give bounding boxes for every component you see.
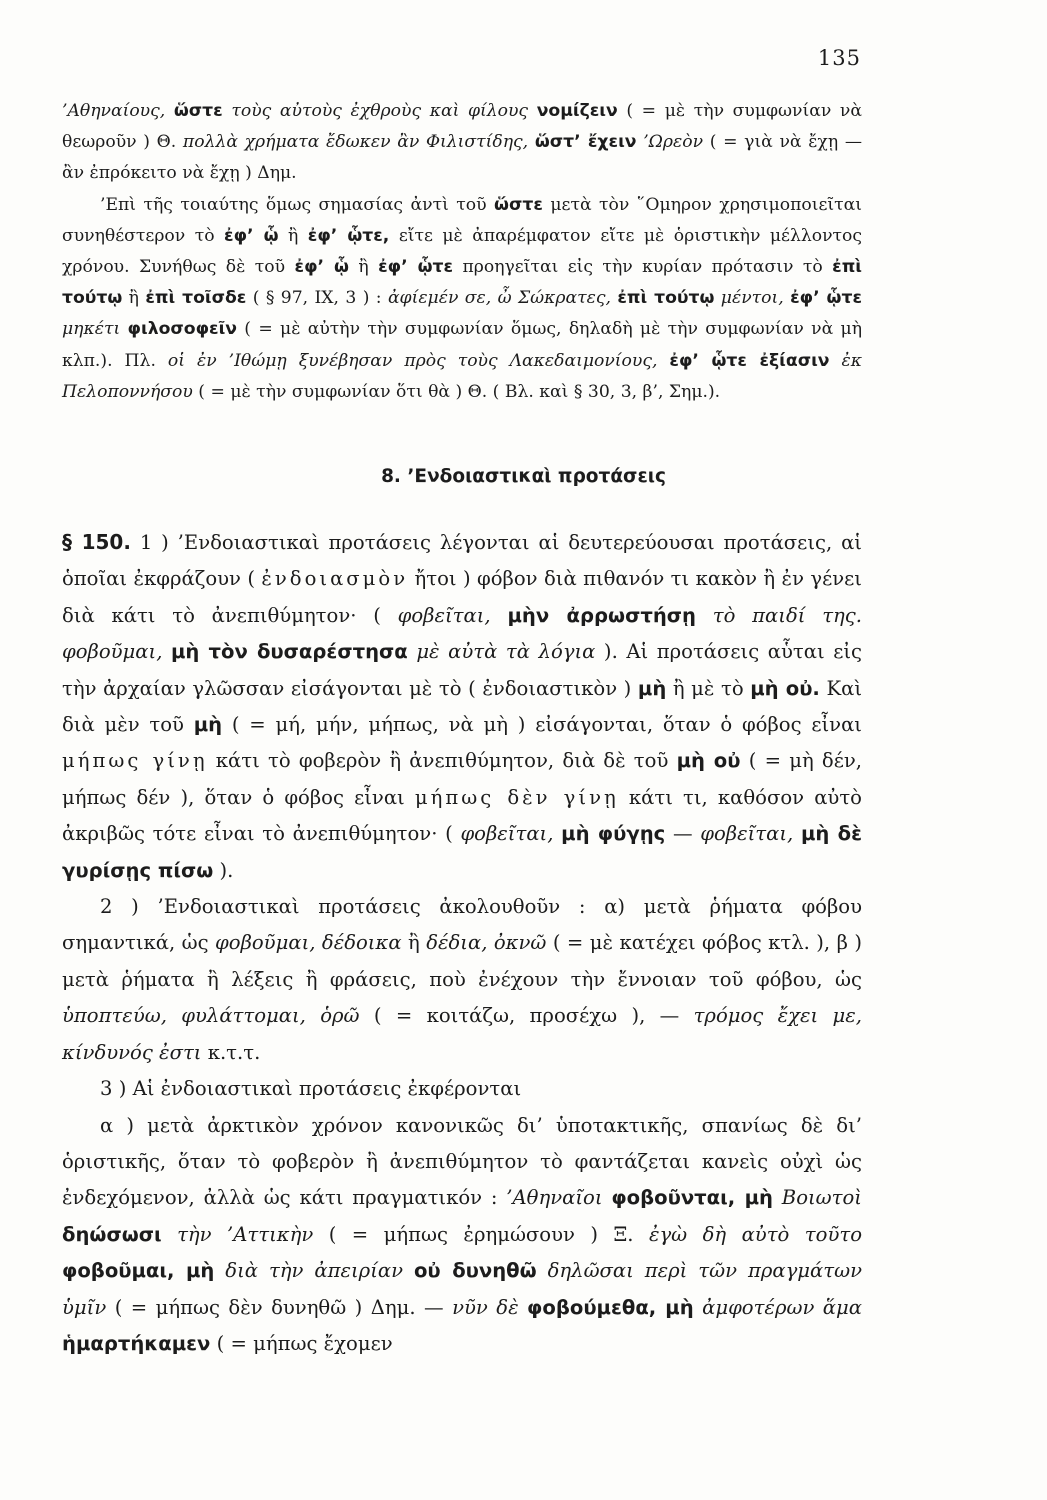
text-run: πολλὰ χρήματα ἔδωκεν ἂν Φιλιστίδης, xyxy=(182,132,529,153)
text-run: φοβεῖται, xyxy=(397,603,491,627)
text-run xyxy=(528,132,535,152)
text-run: προηγεῖται εἰς τὴν κυρίαν πρότασιν τὸ xyxy=(453,257,833,278)
text-run xyxy=(214,1259,225,1282)
text-run: ἡμαρτήκαμεν xyxy=(62,1331,211,1355)
text-run: 2 ) ’Ενδοιαστικαὶ προτάσεις ἀκολουθοῦν : α) μετὰ ῥήματα φόβου σημαντικά, ὡς xyxy=(62,895,862,955)
text-run xyxy=(120,319,127,339)
text-run: ἢ xyxy=(122,288,146,309)
text-run: ἐπὶ τούτῳ xyxy=(62,257,863,309)
text-run: τὴν ’Αττικὴν xyxy=(177,1222,314,1246)
text-run: § 150. xyxy=(62,530,131,554)
text-run: οἱ ἐν ’Ιθώμῃ ξυνέβησαν πρὸς τοὺς Λακεδαιμονίους, xyxy=(167,350,658,371)
text-run: ἐφ’ ᾧτε, xyxy=(307,225,390,246)
text-run: ’Αθηναίους, xyxy=(62,101,174,121)
text-run xyxy=(603,1186,612,1209)
text-run: μὴ φύγῃς xyxy=(561,822,666,846)
text-run: φοβούμεθα, μὴ xyxy=(527,1295,694,1319)
text-run: ). Αἱ προτάσεις αὗται εἰς τὴν ἀρχαίαν γλῶσσαν εἰσάγονται μὲ τὸ ( ἐνδοιαστικὸν ) xyxy=(62,640,863,700)
text-run: κ.τ.τ. xyxy=(201,1040,261,1064)
text-run: ). xyxy=(213,858,234,882)
text-run: ἐγὼ δὴ αὐτὸ τοῦτο xyxy=(648,1222,862,1246)
text-run: ἢ xyxy=(401,931,427,955)
text-run: ἐφ’ ᾧτε xyxy=(790,288,863,309)
text-run: νῦν δὲ xyxy=(452,1295,519,1319)
text-run: κάτι τὸ φοβερὸν ἢ ἀνεπιθύμητον, διὰ δὲ τοῦ xyxy=(207,749,677,773)
text-run: ἐπὶ τοῖσδε xyxy=(145,288,247,309)
text-run: μὴ xyxy=(637,676,667,700)
text-run: μετὰ τὸν ῞Ομηρον χρησιμοποιεῖται συνηθέστερον τὸ xyxy=(62,194,862,246)
text-run: φοβοῦμαι, δέδοικα xyxy=(215,931,402,955)
text-run: φοβεῖται, xyxy=(460,822,554,846)
text-run xyxy=(696,604,713,627)
text-run: ἐνδοιασμὸν xyxy=(261,567,409,591)
text-run: ( = μήπως ἔχομεν xyxy=(210,1331,393,1355)
text-run xyxy=(162,1223,177,1246)
text-run: μηκέτι xyxy=(62,319,121,340)
text-run: ἤτοι ) φόβον διὰ πιθανόν τι κακὸν ἢ ἐν γένει διὰ κάτι τὸ ἀνεπιθύμητον· ( xyxy=(62,567,862,627)
text-run: ’Ωρεὸν xyxy=(643,132,704,153)
text-run xyxy=(657,351,669,371)
page-number: 135 xyxy=(817,46,861,70)
text-run: ( = μὲ τὴν συμφωνίαν νὰ θεωροῦν ) Θ. xyxy=(62,101,862,153)
text-run: ἢ xyxy=(348,257,379,278)
text-run: ’Επὶ τῆς τοιαύτης ὅμως σημασίας ἀντὶ τοῦ xyxy=(100,194,495,215)
text-run: ἢ xyxy=(278,225,308,246)
text-run: οὐ δυνηθῶ xyxy=(413,1259,537,1283)
text-run: 3 ) Αἱ ἐνδοιαστικαὶ προτάσεις ἐκφέρονται xyxy=(100,1077,522,1101)
text-run: δέδια, ὀκνῶ xyxy=(426,931,547,955)
text-run xyxy=(403,1259,414,1282)
text-run: ( = μήπως ἐρημώσουν ) Ξ. xyxy=(313,1222,649,1246)
text-run: ’Αθηναῖοι xyxy=(506,1186,603,1210)
paragraph-consecutive-clause-examples xyxy=(62,96,862,190)
text-run xyxy=(773,1186,782,1209)
paragraph-eph-ho-usage xyxy=(62,190,862,408)
text-run: μὴ δὲ γυρίσῃς πίσω xyxy=(62,822,862,882)
text-run: ἢ μὲ τὸ xyxy=(666,676,751,700)
text-run: μὴν ἀρρωστήσῃ xyxy=(507,603,696,627)
text-run: μήπως γίνῃ xyxy=(62,749,208,773)
text-run: ( = μὲ αὐτὴν τὴν συμφωνίαν ὅμως, δηλαδὴ μὲ τὴν συμφωνίαν νὰ μὴ κλπ.). Πλ. xyxy=(62,319,862,371)
text-run: δηλῶσαι περὶ τῶν πραγμάτων ὑμῖν xyxy=(62,1259,862,1319)
text-run: ( = μὴ δέν, μήπως δέν ), ὅταν ὁ φόβος εἶναι xyxy=(62,749,863,809)
text-run: Καὶ διὰ μὲν τοῦ xyxy=(62,676,863,737)
main-text-block xyxy=(62,524,862,1362)
text-run: μέντοι, xyxy=(720,288,784,309)
text-run: ( § 97, IX, 3 ) : xyxy=(246,288,388,309)
text-run: τρόμος ἔχει με, κίνδυνός ἐστι xyxy=(62,1004,862,1064)
text-run: ( = μὲ κατέχει φόβος κτλ. ), β ) μετὰ ῥήματα ἢ λέξεις ἢ φράσεις, ποὺ ἐνέχουν τὴν ἔννοιαν τοῦ φόβου, ὡς xyxy=(62,931,862,991)
top-text-block xyxy=(62,96,862,408)
text-run: φοβοῦνται, μὴ xyxy=(611,1186,773,1210)
text-run: ἐφ’ ᾧ xyxy=(294,257,349,278)
text-run xyxy=(793,822,801,845)
text-run: ἐφ’ ᾧ xyxy=(224,225,279,246)
text-run xyxy=(519,1296,527,1319)
paragraph-150-3-intro xyxy=(62,1071,862,1107)
text-run: μὴ τὸν δυσαρέστησα xyxy=(171,640,408,664)
text-run: ( = μὲ τὴν συμφωνίαν ὅτι θὰ ) Θ. ( Βλ. καὶ § 30, 3, β’, Σημ.). xyxy=(192,381,721,402)
text-run xyxy=(537,1259,548,1282)
text-run: μὴ οὐ. xyxy=(750,676,820,700)
text-run: ( = γιὰ νὰ ἔχῃ — ἂν ἐπρόκειτο νὰ ἔχῃ ) Δημ. xyxy=(62,132,863,184)
text-run: φιλοσοφεῖν xyxy=(127,319,237,340)
text-run: ἐφ’ ᾧτε ἐξίασιν xyxy=(669,350,830,371)
text-run: ἀμφοτέρων ἅμα xyxy=(702,1295,862,1319)
text-run: φοβοῦμαι, μὴ xyxy=(62,1259,215,1283)
text-run: ἐπὶ τούτῳ xyxy=(617,288,715,309)
text-run xyxy=(528,101,537,121)
text-run: νομίζειν xyxy=(536,101,618,121)
text-run xyxy=(491,604,508,627)
text-run: ( = κοιτάζω, προσέχω ), — xyxy=(359,1004,694,1028)
text-run: τοὺς αὐτοὺς ἐχθροὺς καὶ φίλους xyxy=(231,101,529,121)
section-heading: 8. ’Ενδοιαστικαὶ προτάσεις xyxy=(381,466,666,487)
text-run: ( = μή, μήν, μήπως, νὰ μὴ ) εἰσάγονται, ὅταν ὁ φόβος εἶναι xyxy=(222,713,862,737)
text-run: μὴ xyxy=(193,713,223,737)
text-run: ( = μήπως δὲν δυνηθῶ ) Δημ. — xyxy=(106,1295,453,1319)
text-run: α ) μετὰ ἀρκτικὸν χρόνον κανονικῶς δι’ ὑποτακτικῆς, σπανίως δὲ δι’ ὁριστικῆς, ὅταν τὸ φοβερὸν ἢ ἀνεπιθύμητον τὸ φαντάζεται κανεὶς οὐχὶ ὡς ἐνδεχόμενον, ἀλλὰ ὡς κάτι πραγματικόν : xyxy=(62,1113,862,1210)
text-run: μὲ αὐτὰ τὰ λόγια xyxy=(416,640,596,664)
text-run xyxy=(162,640,171,663)
text-run: κάτι τι, καθόσον αὐτὸ ἀκριβῶς τότε εἶναι τὸ ἀνεπιθύμητον· ( xyxy=(62,785,862,846)
text-run: ὥστε xyxy=(173,101,223,121)
text-run: φοβεῖται, xyxy=(700,822,794,846)
paragraph-150-3-a xyxy=(62,1108,862,1363)
text-run: μὴ οὐ xyxy=(676,749,741,773)
text-run: ἐκ Πελοποννήσου xyxy=(62,350,862,402)
text-run: ὑποπτεύω, φυλάττομαι, ὁρῶ xyxy=(62,1004,360,1028)
text-run xyxy=(829,351,841,371)
text-run: διὰ τὴν ἀπειρίαν xyxy=(225,1259,404,1283)
text-run: ὥστ’ ἔχειν xyxy=(534,132,637,153)
text-run: τὸ παιδί της. φοβοῦμαι, xyxy=(62,603,863,664)
text-run: ἀφίεμέν σε, ὦ Σώκρατες, xyxy=(387,288,611,309)
text-run: 1 ) ’Ενδοιαστικαὶ προτάσεις λέγονται αἱ δευτερεύουσαι προτάσεις, αἱ ὁποῖαι ἐκφράζουν ( xyxy=(62,531,862,591)
text-run: μήπως δὲν γίνῃ xyxy=(414,785,619,809)
paragraph-150-2 xyxy=(62,889,862,1071)
text-run: δηώσωσι xyxy=(62,1222,162,1246)
text-run: — xyxy=(665,822,701,846)
text-run xyxy=(553,822,561,845)
text-run: ἐφ’ ᾧτε xyxy=(378,257,454,278)
text-run: εἴτε μὲ ἀπαρέμφατον εἴτε μὲ ὁριστικὴν μέλλοντος χρόνου. Συνήθως δὲ τοῦ xyxy=(62,225,863,278)
text-run: ὥστε xyxy=(494,194,543,215)
text-run: Βοιωτοὶ xyxy=(781,1186,862,1210)
text-run xyxy=(694,1296,702,1319)
paragraph-150-1 xyxy=(62,524,862,889)
